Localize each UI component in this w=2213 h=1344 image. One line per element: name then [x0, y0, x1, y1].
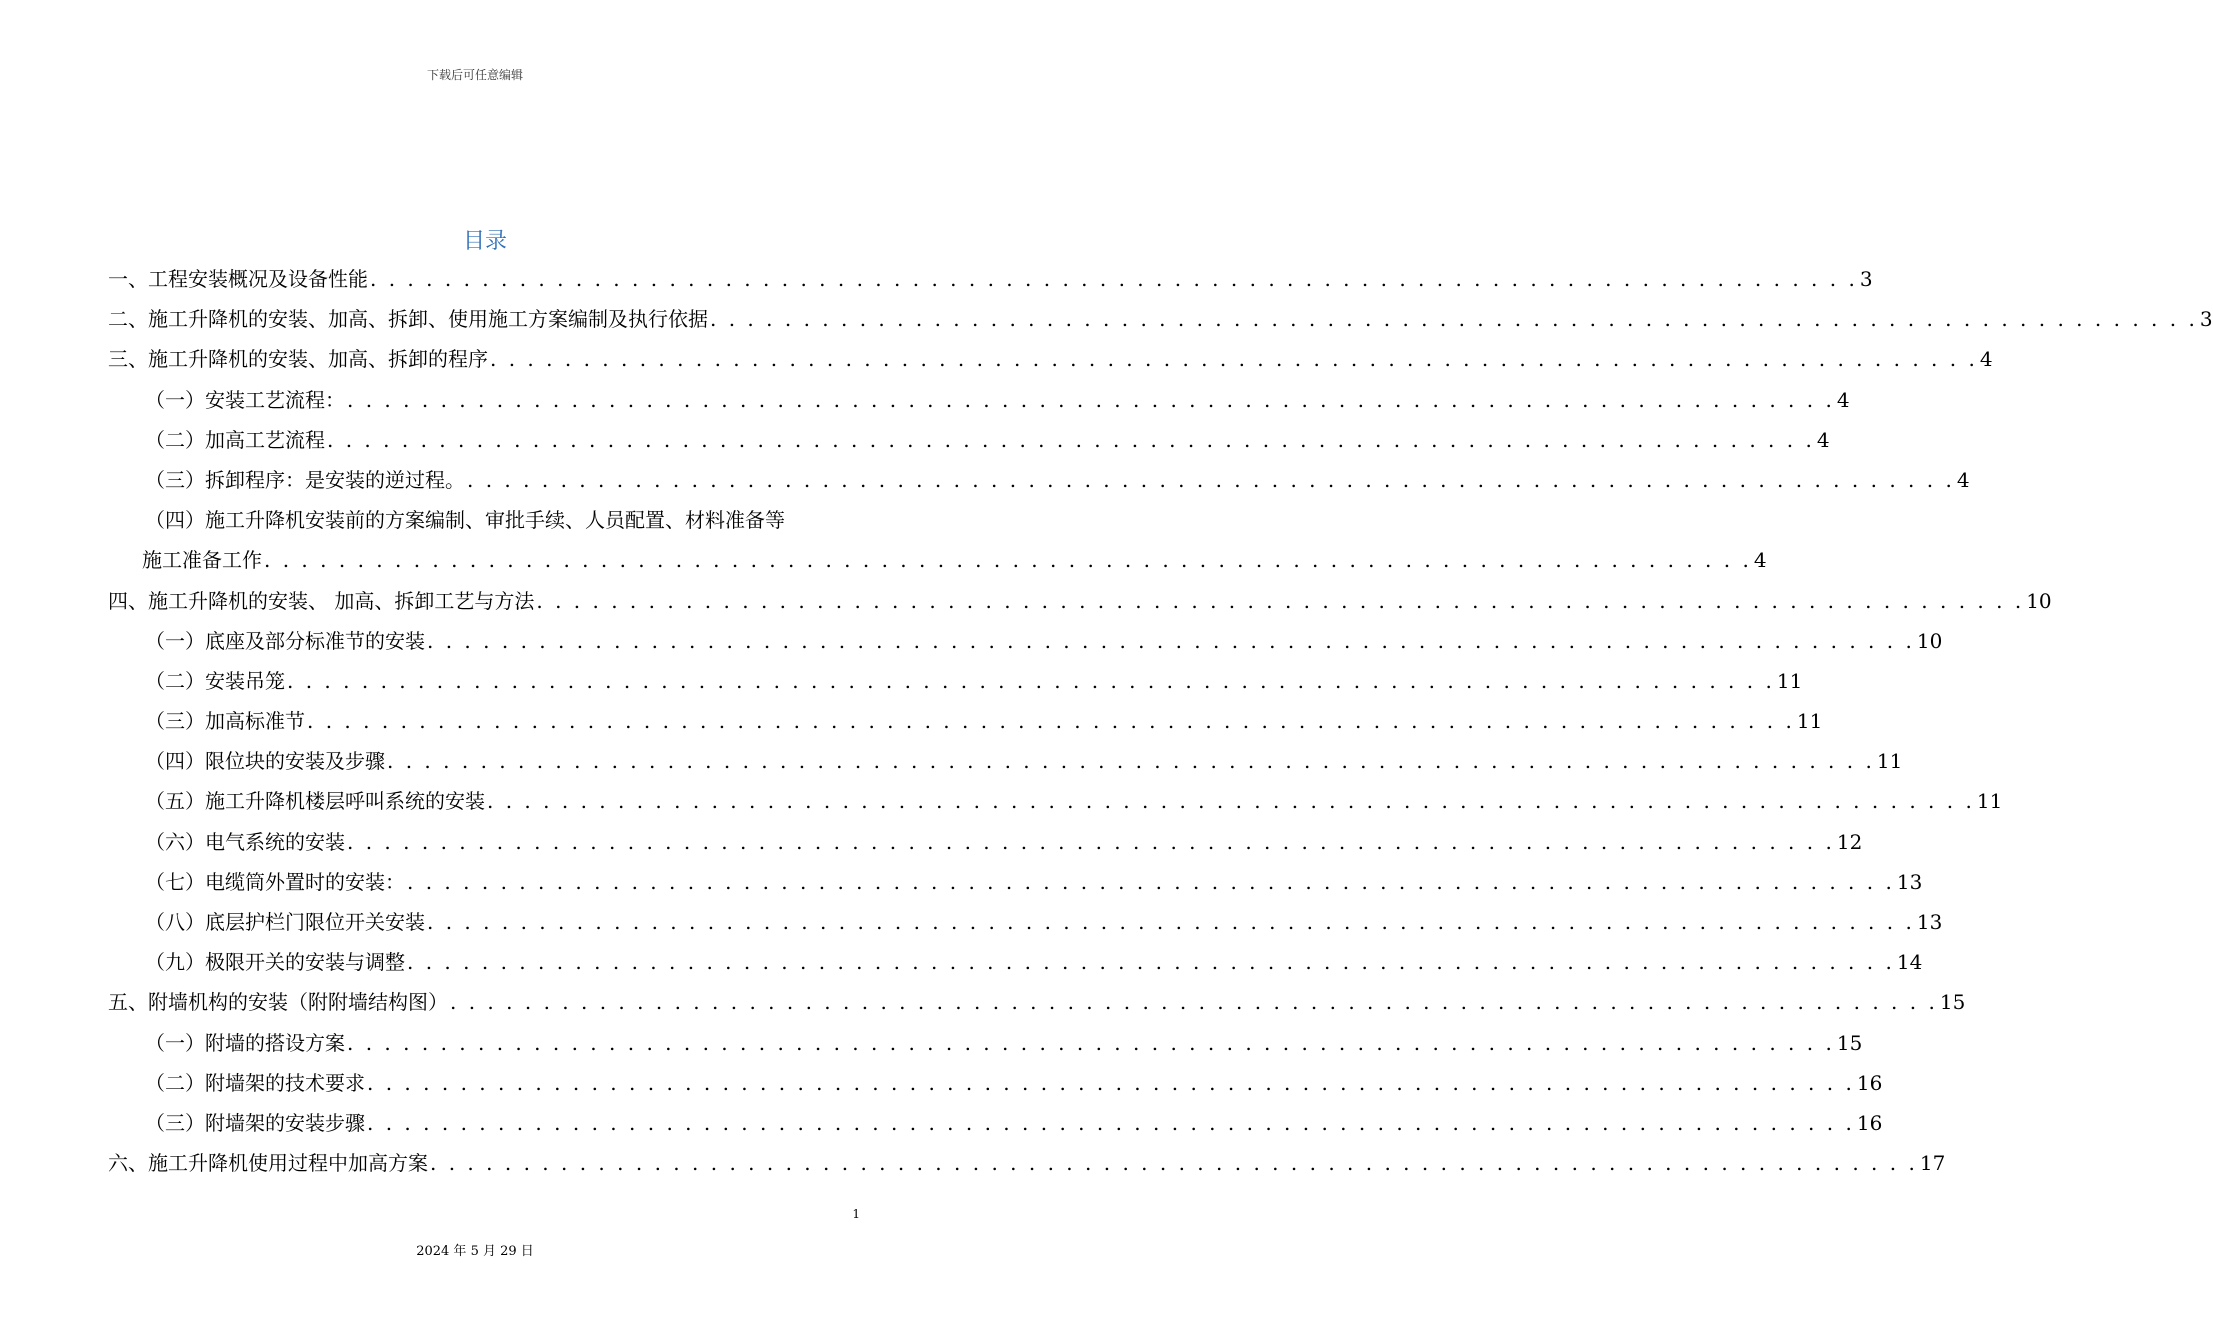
toc-entry[interactable]: [0, 1143, 1946, 1183]
toc-entry-label: （三）加高标准节: [145, 709, 305, 734]
toc-entry-label: （九）极限开关的安装与调整: [145, 950, 405, 975]
toc-entry[interactable]: [0, 741, 1903, 781]
toc-entry-label: （六）电气系统的安装: [145, 829, 345, 854]
toc-entry-page: 3: [2199, 307, 2213, 332]
toc-dot-leader: . . . . . . . . . . . . . . . . . . . . . . . . . . . . . . . . . . . . . . . . . . . . . . . . . . . . . . . . . . . . . . . . . . . . . . . . . . . . . . . .: [536, 588, 2025, 613]
toc-entry-page: 13: [1916, 910, 1943, 934]
toc-dot-leader: . . . . . . . . . . . . . . . . . . . . . . . . . . . . . . . . . . . . . . . . . . . . . . . . . . . . . . . . . . . . . . . . . . . . . . . . . . . . . . . .: [264, 548, 1752, 573]
toc-entry-label: （一）底座及部分标准节的安装: [145, 628, 425, 653]
toc-dot-leader: . . . . . . . . . . . . . . . . . . . . . . . . . . . . . . . . . . . . . . . . . . . . . . . . . . . . . . . . . . . . . . . . . . . . . . . . . . . . . . . .: [487, 789, 1975, 814]
toc-entry-label: 一、工程安装概况及设备性能: [108, 267, 368, 291]
toc-entry[interactable]: [0, 460, 1970, 500]
toc-entry-page: 4: [1753, 548, 1767, 573]
toc-entry[interactable]: [0, 982, 1966, 1022]
toc-dot-leader: . . . . . . . . . . . . . . . . . . . . . . . . . . . . . . . . . . . . . . . . . . . . . . . . . . . . . . . . . . . . . . . . . . . . . . . . . . . . . . . .: [370, 267, 1858, 291]
toc-entry-page: 4: [1836, 387, 1850, 412]
toc-dot-leader: . . . . . . . . . . . . . . . . . . . . . . . . . . . . . . . . . . . . . . . . . . . . . . . . . . . . . . . . . . . . . . . . . . . . . . . . . . . . . . . .: [307, 709, 1795, 734]
toc-entry-label: （三）拆卸程序：是安装的逆过程。: [145, 467, 465, 492]
toc-entry[interactable]: [0, 781, 2003, 821]
page-number: 1: [852, 1207, 860, 1221]
toc-entry-page: 4: [1956, 467, 1970, 492]
toc-entry-label: （一）附墙的搭设方案: [145, 1030, 345, 1055]
toc-entry-label: （四）施工升降机安装前的方案编制、审批手续、人员配置、材料准备等: [145, 508, 785, 533]
toc-dot-leader: . . . . . . . . . . . . . . . . . . . . . . . . . . . . . . . . . . . . . . . . . . . . . . . . . . . . . . . . . . . . . . . . . . . . . . . . . . . . . . . .: [347, 387, 1835, 412]
toc-entry-label: （三）附墙架的安装步骤: [145, 1110, 365, 1135]
page-footer: [0, 1240, 950, 1259]
toc-entry-page: 4: [1979, 347, 1993, 372]
toc-dot-leader: . . . . . . . . . . . . . . . . . . . . . . . . . . . . . . . . . . . . . . . . . . . . . . . . . . . . . . . . . . . . . . . . . . . . . . . . . . . . . . . .: [387, 749, 1875, 774]
toc-entry[interactable]: [0, 701, 1823, 741]
toc-dot-leader: . . . . . . . . . . . . . . . . . . . . . . . . . . . . . . . . . . . . . . . . . . . . . . . . . . . . . . . . . . . . . . . . . . . . . . . . . . . . . . . .: [427, 910, 1915, 934]
toc-entry-label: 施工准备工作: [142, 548, 262, 573]
toc-dot-leader: . . . . . . . . . . . . . . . . . . . . . . . . . . . . . . . . . . . . . . . . . . . . . . . . . . . . . . . . . . . . . . . . . . . . . . . . . . . . . . . .: [407, 950, 1895, 975]
toc-dot-leader: . . . . . . . . . . . . . . . . . . . . . . . . . . . . . . . . . . . . . . . . . . . . . . . . . . . . . . . . . . . . . . . . . . . . . . . . . . . . . . . .: [450, 990, 1938, 1015]
toc-dot-leader: . . . . . . . . . . . . . . . . . . . . . . . . . . . . . . . . . . . . . . . . . . . . . . . . . . . . . . . . . . . . . . . . . . . . . . . . . . . . . . . .: [347, 829, 1835, 854]
toc-entry-label: （五）施工升降机楼层呼叫系统的安装: [145, 789, 485, 814]
toc-entry-page: 4: [1816, 427, 1830, 452]
page-header: [0, 66, 950, 83]
toc-entry[interactable]: [0, 420, 1830, 460]
toc-entry[interactable]: [0, 862, 1923, 902]
toc-dot-leader: . . . . . . . . . . . . . . . . . . . . . . . . . . . . . . . . . . . . . . . . . . . . . . . . . . . . . . . . . . . . . . . . . . . . . . . . . . . . . . . .: [347, 1030, 1835, 1055]
toc-entry-page: 10: [1916, 628, 1943, 653]
toc-entry[interactable]: [0, 500, 950, 540]
toc-dot-leader: . . . . . . . . . . . . . . . . . . . . . . . . . . . . . . . . . . . . . . . . . . . . . . . . . . . . . . . . . . . . . . . . . . . . . . . . . . . . . . . .: [287, 668, 1775, 693]
toc-entry-label: 六、施工升降机使用过程中加高方案: [108, 1151, 428, 1176]
toc-dot-leader: . . . . . . . . . . . . . . . . . . . . . . . . . . . . . . . . . . . . . . . . . . . . . . . . . . . . . . . . . . . . . . . . . . . . . . . . . . . . . . . .: [327, 427, 1815, 452]
toc-title: 目录: [462, 229, 507, 254]
toc-entry[interactable]: [0, 942, 1923, 982]
toc-entry-page: 11: [1796, 709, 1823, 734]
toc-entry-page: 14: [1896, 950, 1923, 975]
toc-entry[interactable]: [0, 1063, 1883, 1103]
toc-entry-page: 11: [1776, 668, 1803, 693]
toc-entry[interactable]: [0, 259, 1873, 299]
toc-dot-leader: . . . . . . . . . . . . . . . . . . . . . . . . . . . . . . . . . . . . . . . . . . . . . . . . . . . . . . . . . . . . . . . . . . . . . . . . . . . . . . . .: [427, 628, 1915, 653]
toc-entry[interactable]: [0, 661, 1803, 701]
toc-entry-page: 15: [1939, 990, 1966, 1015]
toc-entry-label: 五、附墙机构的安装（附附墙结构图）: [108, 990, 448, 1015]
toc-entry[interactable]: [0, 299, 2213, 339]
toc-entry-label: （八）底层护栏门限位开关安装: [145, 910, 425, 934]
toc-entry-label: 二、施工升降机的安装、加高、拆卸、使用施工方案编制及执行依据: [108, 307, 708, 332]
toc-entry[interactable]: [0, 380, 1850, 420]
toc-entry[interactable]: [0, 339, 1993, 379]
toc-dot-leader: . . . . . . . . . . . . . . . . . . . . . . . . . . . . . . . . . . . . . . . . . . . . . . . . . . . . . . . . . . . . . . . . . . . . . . . . . . . . . . . .: [367, 1110, 1855, 1135]
toc-dot-leader: . . . . . . . . . . . . . . . . . . . . . . . . . . . . . . . . . . . . . . . . . . . . . . . . . . . . . . . . . . . . . . . . . . . . . . . . . . . . . . . .: [407, 869, 1895, 894]
toc-entry-page: 16: [1856, 1110, 1883, 1135]
toc-entry-label: 三、施工升降机的安装、加高、拆卸的程序: [108, 347, 488, 372]
toc-entry[interactable]: [0, 581, 2052, 621]
toc-dot-leader: . . . . . . . . . . . . . . . . . . . . . . . . . . . . . . . . . . . . . . . . . . . . . . . . . . . . . . . . . . . . . . . . . . . . . . . . . . . . . . . .: [490, 347, 1978, 372]
toc-entry[interactable]: [0, 1103, 1883, 1143]
toc-dot-leader: . . . . . . . . . . . . . . . . . . . . . . . . . . . . . . . . . . . . . . . . . . . . . . . . . . . . . . . . . . . . . . . . . . . . . . . . . . . . . . . .: [367, 1070, 1855, 1095]
toc-entry-label: （二）安装吊笼: [145, 668, 285, 693]
toc-entry-page: 16: [1856, 1070, 1883, 1095]
toc-dot-leader: . . . . . . . . . . . . . . . . . . . . . . . . . . . . . . . . . . . . . . . . . . . . . . . . . . . . . . . . . . . . . . . . . . . . . . . . . . . . . . . .: [430, 1151, 1918, 1176]
toc-entry[interactable]: [0, 1023, 1863, 1063]
footer-date: 2024 年 5 月 29 日: [416, 1244, 534, 1259]
toc-entry-label: 四、施工升降机的安装、 加高、拆卸工艺与方法: [108, 588, 535, 613]
toc-dot-leader: . . . . . . . . . . . . . . . . . . . . . . . . . . . . . . . . . . . . . . . . . . . . . . . . . . . . . . . . . . . . . . . . . . . . . . . . . . . . . . . .: [467, 467, 1955, 492]
toc-entry[interactable]: [0, 621, 1943, 661]
header-text: 下载后可任意编辑: [426, 68, 523, 82]
toc-entry-label: （一）安装工艺流程：: [145, 387, 345, 412]
toc-dot-leader: . . . . . . . . . . . . . . . . . . . . . . . . . . . . . . . . . . . . . . . . . . . . . . . . . . . . . . . . . . . . . . . . . . . . . . . . . . . . . . . .: [710, 307, 2198, 332]
toc-entry[interactable]: [0, 822, 1863, 862]
toc-entry-page: 13: [1896, 869, 1923, 894]
toc-entry-page: 11: [1876, 749, 1903, 774]
toc-entry-page: 15: [1836, 1030, 1863, 1055]
toc-entry[interactable]: [0, 540, 1767, 580]
toc-entry-label: （二）附墙架的技术要求: [145, 1070, 365, 1095]
toc-entry-page: 10: [2026, 588, 2052, 613]
toc-entry[interactable]: [0, 902, 1943, 942]
toc-entry-page: 11: [1976, 789, 2003, 814]
toc-entry-page: 17: [1919, 1151, 1946, 1176]
toc-entry-label: （二）加高工艺流程: [145, 427, 325, 452]
toc-entry-page: 3: [1859, 267, 1873, 291]
toc-entry-label: （四）限位块的安装及步骤: [145, 749, 385, 774]
toc-entry-label: （七）电缆筒外置时的安装：: [145, 869, 405, 894]
toc-entry-page: 12: [1836, 829, 1863, 854]
table-of-contents: [0, 259, 2213, 1183]
